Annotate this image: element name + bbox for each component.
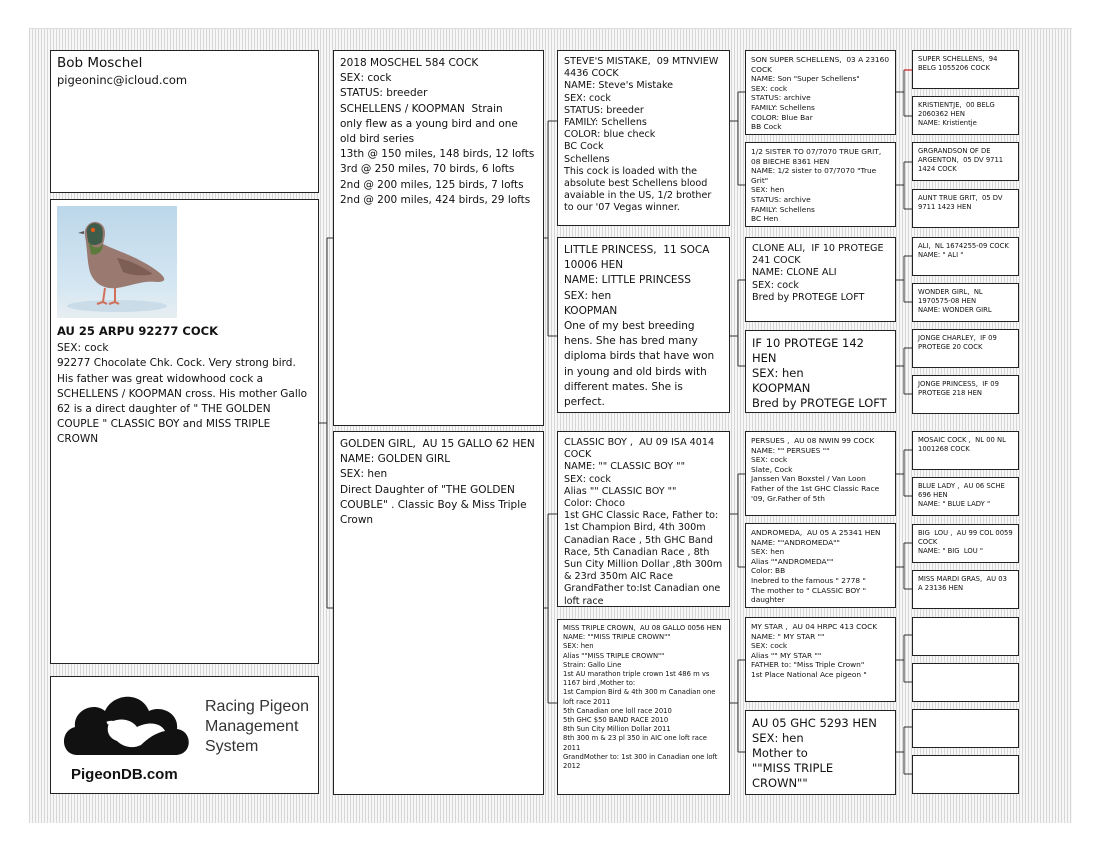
gen4-ring: SON SUPER SCHELLENS, 03 A 23160 COCK: [751, 55, 892, 74]
gen4-box-ssd[interactable]: [745, 142, 896, 227]
gen4-ring: IF 10 PROTEGE 142 HEN: [752, 336, 868, 365]
gen5-box-empty[interactable]: [912, 617, 1019, 656]
gen5-box[interactable]: [912, 524, 1019, 563]
subject-ring: AU 25 ARPU 92277 COCK: [57, 324, 218, 338]
sire-line: SEX: cock: [340, 72, 392, 85]
sire-sire-line: Schellens: [564, 153, 610, 165]
dam-dam-ring: MISS TRIPLE CROWN, AU 08 GALLO 0056 HEN: [563, 624, 722, 632]
dam-sire-box[interactable]: [557, 431, 730, 607]
gen4-line: NAME: "" PERSUES "": [751, 445, 830, 455]
gen5-line: MISS MARDI GRAS, AU 03 A 23136 HEN: [918, 575, 1010, 593]
dam-dam-box[interactable]: [557, 619, 730, 795]
gen4-line: Mother to: [752, 746, 808, 760]
gen4-line: NAME: " MY STAR "": [751, 631, 825, 641]
sire-sire-line: BC Cock: [564, 141, 604, 153]
gen5-box-empty[interactable]: [912, 663, 1019, 702]
pigeon-icon: [57, 206, 177, 318]
gen4-line: Alias "" MY STAR "": [751, 650, 822, 660]
gen4-line: SEX: cock: [751, 641, 788, 651]
owner-box: [50, 50, 319, 193]
sire-sire-line: FAMILY: Schellens: [564, 117, 647, 129]
gen4-line: The mother to " CLASSIC BOY " daughter: [751, 585, 869, 605]
sire-sire-line: NAME: Steve's Mistake: [564, 80, 674, 92]
logo-box: [50, 676, 319, 794]
gen5-box-empty[interactable]: [912, 755, 1019, 794]
sire-dam-ring: LITTLE PRINCESS, 11 SOCA 10006 HEN: [564, 244, 713, 272]
gen4-line: FATHER to: "Miss Triple Crown": [751, 660, 865, 670]
gen4-line: SEX: hen: [752, 731, 804, 745]
sire-sire-ring: STEVE'S MISTAKE, 09 MTNVIEW 4436 COCK: [564, 56, 722, 80]
gen4-line: Janssen Van Boxstel / Van Loon: [751, 474, 866, 484]
logo-url[interactable]: PigeonDB.com: [71, 766, 178, 783]
gen4-line: NAME: 1/2 sister to 07/7070 "True Grit": [751, 166, 879, 185]
gen5-line: NAME: Kristientje: [918, 119, 977, 128]
gen5-line: NAME: " BLUE LADY ": [918, 500, 991, 509]
gen4-line: COLOR: Blue Bar: [751, 112, 813, 122]
gen5-box[interactable]: [912, 283, 1019, 322]
gen4-ring: 1/2 SISTER TO 07/7070 TRUE GRIT, 08 BIECHE 8361 HEN: [751, 147, 886, 166]
gen4-line: SEX: hen: [751, 185, 785, 195]
gen4-box-sds[interactable]: [745, 237, 896, 322]
gen5-line: BIG LOU , AU 99 COL 0059 COCK: [918, 529, 1015, 547]
dam-sire-line: Color: Choco: [564, 498, 625, 510]
logo-tagline-line: Racing Pigeon: [205, 698, 310, 715]
gen4-line: Color: BB: [751, 566, 786, 576]
sire-line: 2nd @ 200 miles, 424 birds, 29 lofts: [340, 193, 531, 206]
gen4-box-sdd[interactable]: [745, 330, 896, 413]
gen5-box[interactable]: [912, 431, 1019, 470]
dam-dam-line: 8th Sun City Million Dollar 2011: [563, 725, 671, 734]
subject-line: SEX: cock: [57, 342, 109, 355]
gen4-line: FAMILY: Schellens: [751, 204, 815, 214]
gen4-line: Inebred to the famous " 2778 ": [751, 575, 866, 585]
gen4-line: Slate, Cock: [751, 464, 793, 474]
gen5-box[interactable]: [912, 329, 1019, 368]
dam-dam-line: 8th 300 m & 23 pl 350 in AIC one loft race 2011: [563, 734, 710, 752]
gen5-box[interactable]: [912, 50, 1019, 89]
gen4-line: SEX: cock: [751, 455, 788, 465]
logo-tagline: [205, 697, 309, 757]
owner-name: Bob Moschel: [57, 55, 143, 71]
gen5-line: KRISTIENTJE, 00 BELG 2060362 HEN: [918, 101, 997, 119]
gen4-line: NAME: CLONE ALI: [752, 267, 837, 279]
gen5-box-empty[interactable]: [912, 709, 1019, 748]
dam-box[interactable]: [333, 431, 544, 795]
gen5-box[interactable]: [912, 237, 1019, 276]
sire-sire-line: STATUS: breeder: [564, 104, 644, 116]
dam-sire-line: 1st Champion Bird, 4th 300m Canadian Race , 5th GHC Band Race, 5th Canadian Race , 8th Sun City Million Dollar ,8th 300m & 23rd 350m AIC Race: [564, 522, 726, 583]
gen5-line: NAME: " ALI ": [918, 251, 964, 260]
gen4-ring: ANDROMEDA, AU 05 A 25341 HEN: [751, 528, 881, 537]
gen4-line: Bred by PROTEGE LOFT: [752, 291, 865, 303]
sire-line: 13th @ 150 miles, 148 birds, 12 lofts: [340, 148, 535, 161]
gen4-line: Alias ""ANDROMEDA"": [751, 556, 834, 566]
sire-dam-line: One of my best breeding hens. She has bred many diploma birds that have won in young and old birds with different mates. She is perfect.: [564, 320, 718, 409]
sire-line: 3rd @ 250 miles, 70 birds, 6 lofts: [340, 163, 515, 176]
subject-line: 92277 Chocolate Chk. Cock. Very strong bird. His father was great widowhood cock a SCHELLENS / KOOPMAN cross. His mother Gallo 62 is a direct daughter of " THE GOLDEN COUPLE " CLASSIC BOY and MISS TRIPLE CROWN: [57, 357, 311, 446]
gen5-line: SUPER SCHELLENS, 94 BELG 1055206 COCK: [918, 55, 1000, 73]
dam-sire-line: Alias "" CLASSIC BOY "": [564, 485, 677, 497]
gen4-line: FAMILY: Schellens: [751, 102, 815, 112]
sire-dam-line: SEX: hen: [564, 289, 612, 302]
gen4-box-sss[interactable]: [745, 50, 896, 135]
dam-ring: GOLDEN GIRL, AU 15 GALLO 62 HEN: [340, 438, 535, 450]
sire-dam-line: KOOPMAN: [564, 304, 618, 317]
gen4-line: SEX: hen: [751, 547, 785, 557]
dam-line: SEX: hen: [340, 468, 388, 481]
gen4-line: KOOPMAN: [752, 381, 811, 395]
gen4-line: Bred by PROTEGE LOFT: [752, 396, 887, 410]
logo-tagline-line: Management: [205, 718, 299, 735]
dam-line: Direct Daughter of "THE GOLDEN COUBLE" . Classic Boy & Miss Triple Crown: [340, 483, 530, 527]
gen4-line: SEX: cock: [752, 279, 799, 291]
gen4-box-ddd[interactable]: [745, 710, 896, 795]
gen5-line: GRGRANDSON OF DE ARGENTON, 05 DV 9711 1424 COCK: [918, 147, 1006, 174]
logo-tagline-line: System: [205, 738, 259, 755]
gen4-line: STATUS: archive: [751, 93, 811, 103]
sire-line: 2nd @ 200 miles, 125 birds, 7 lofts: [340, 178, 524, 191]
gen4-line: BC Hen: [751, 214, 779, 224]
gen5-box[interactable]: [912, 477, 1019, 516]
dam-sire-line: SEX: cock: [564, 473, 611, 485]
gen4-line: SEX: hen: [752, 366, 804, 380]
gen4-line: BB Cock: [751, 122, 782, 132]
sire-sire-line: This cock is loaded with the absolute best Schellens blood avaiable in the US, 1/2 brother to our '07 Vegas winner.: [564, 165, 715, 214]
sire-sire-line: SEX: cock: [564, 92, 611, 104]
dam-dam-line: 5th Canadian one loll race 2010: [563, 706, 672, 715]
gen5-line: AUNT TRUE GRIT, 05 DV 9711 1423 HEN: [918, 194, 1005, 212]
dam-dam-line: Strain: Gallo Line: [563, 660, 622, 669]
gen5-line: WONDER GIRL, NL 1970575-08 HEN: [918, 288, 985, 306]
gen4-line: ""MISS TRIPLE CROWN"": [752, 761, 837, 790]
gen5-box[interactable]: [912, 189, 1019, 228]
gen4-line: STATUS: archive: [751, 194, 811, 204]
gen4-line: Father of the 1st GHC Classic Race '09, Gr.Father of 5th: [751, 483, 882, 503]
dam-dam-line: SEX: hen: [563, 642, 594, 651]
sire-line: STATUS: breeder: [340, 87, 428, 100]
gen4-box-dss[interactable]: [745, 431, 896, 516]
gen5-line: BLUE LADY , AU 06 SCHE 696 HEN: [918, 482, 1008, 500]
dam-dam-line: GrandMother to: 1st 300 in Canadian one loft 2012: [563, 752, 720, 771]
dam-sire-ring: CLASSIC BOY , AU 09 ISA 4014 COCK: [564, 437, 718, 461]
gen5-line: JONGE PRINCESS, IF 09 PROTEGE 218 HEN: [918, 380, 1002, 398]
sire-dam-box[interactable]: [557, 237, 730, 413]
gen5-box[interactable]: [912, 142, 1019, 181]
dam-sire-line: GrandFather to:Ist Canadian one loft race: [564, 583, 724, 607]
gen5-box[interactable]: [912, 570, 1019, 609]
dam-dam-line: 5th GHC $50 BAND RACE 2010: [563, 716, 669, 725]
pigeondb-logo-icon: [57, 683, 207, 763]
sire-sire-box[interactable]: [557, 50, 730, 226]
gen5-line: NAME: WONDER GIRL: [918, 306, 992, 315]
sire-line: SCHELLENS / KOOPMAN Strain: [340, 102, 503, 115]
gen4-box-dds[interactable]: [745, 617, 896, 702]
gen5-box[interactable]: [912, 375, 1019, 414]
subject-box: [50, 199, 319, 664]
gen5-line: ALI, NL 1674255-09 COCK: [918, 242, 1009, 250]
gen5-line: MOSAIC COCK , NL 00 NL 1001268 COCK: [918, 436, 1009, 454]
pigeon-photo: [57, 206, 177, 318]
gen4-ring: AU 05 GHC 5293 HEN: [752, 716, 877, 730]
gen4-line: SEX: cock: [751, 83, 788, 93]
gen5-line: NAME: " BIG LOU ": [918, 547, 984, 556]
dam-sire-line: 1st GHC Classic Race, Father to:: [564, 510, 719, 522]
sire-box[interactable]: [333, 50, 544, 426]
dam-dam-line: NAME: ""MISS TRIPLE CROWN"": [563, 633, 671, 642]
sire-sire-line: COLOR: blue check: [564, 129, 656, 141]
gen4-line: NAME: Son "Super Schellens": [751, 74, 860, 84]
dam-dam-line: 1st Campion Bird & 4th 300 m Canadian one loft race 2011: [563, 688, 718, 706]
gen4-ring: PERSUES , AU 08 NWIN 99 COCK: [751, 436, 875, 445]
gen5-line: JONGE CHARLEY, IF 09 PROTEGE 20 COCK: [918, 334, 999, 352]
gen4-ring: MY STAR , AU 04 HRPC 413 COCK: [751, 622, 878, 631]
gen4-ring: CLONE ALI, IF 10 PROTEGE 241 COCK: [752, 243, 887, 267]
dam-sire-line: NAME: "" CLASSIC BOY "": [564, 461, 685, 473]
dam-line: NAME: GOLDEN GIRL: [340, 453, 451, 466]
owner-email: pigeoninc@icloud.com: [57, 73, 188, 88]
gen4-line: 1st Place National Ace pigeon ": [751, 669, 867, 679]
sire-dam-line: NAME: LITTLE PRINCESS: [564, 274, 691, 287]
dam-dam-line: 1st AU marathon triple crown 1st 486 m vs 1167 bird ,Mother to:: [563, 670, 712, 688]
gen5-box[interactable]: [912, 96, 1019, 135]
sire-ring: 2018 MOSCHEL 584 COCK: [340, 57, 479, 69]
dam-dam-line: Alias ""MISS TRIPLE CROWN"": [563, 651, 665, 660]
gen4-line: NAME: ""ANDROMEDA"": [751, 537, 840, 547]
gen4-box-dsd[interactable]: [745, 523, 896, 608]
sire-line: only flew as a young bird and one old bird series: [340, 117, 522, 146]
